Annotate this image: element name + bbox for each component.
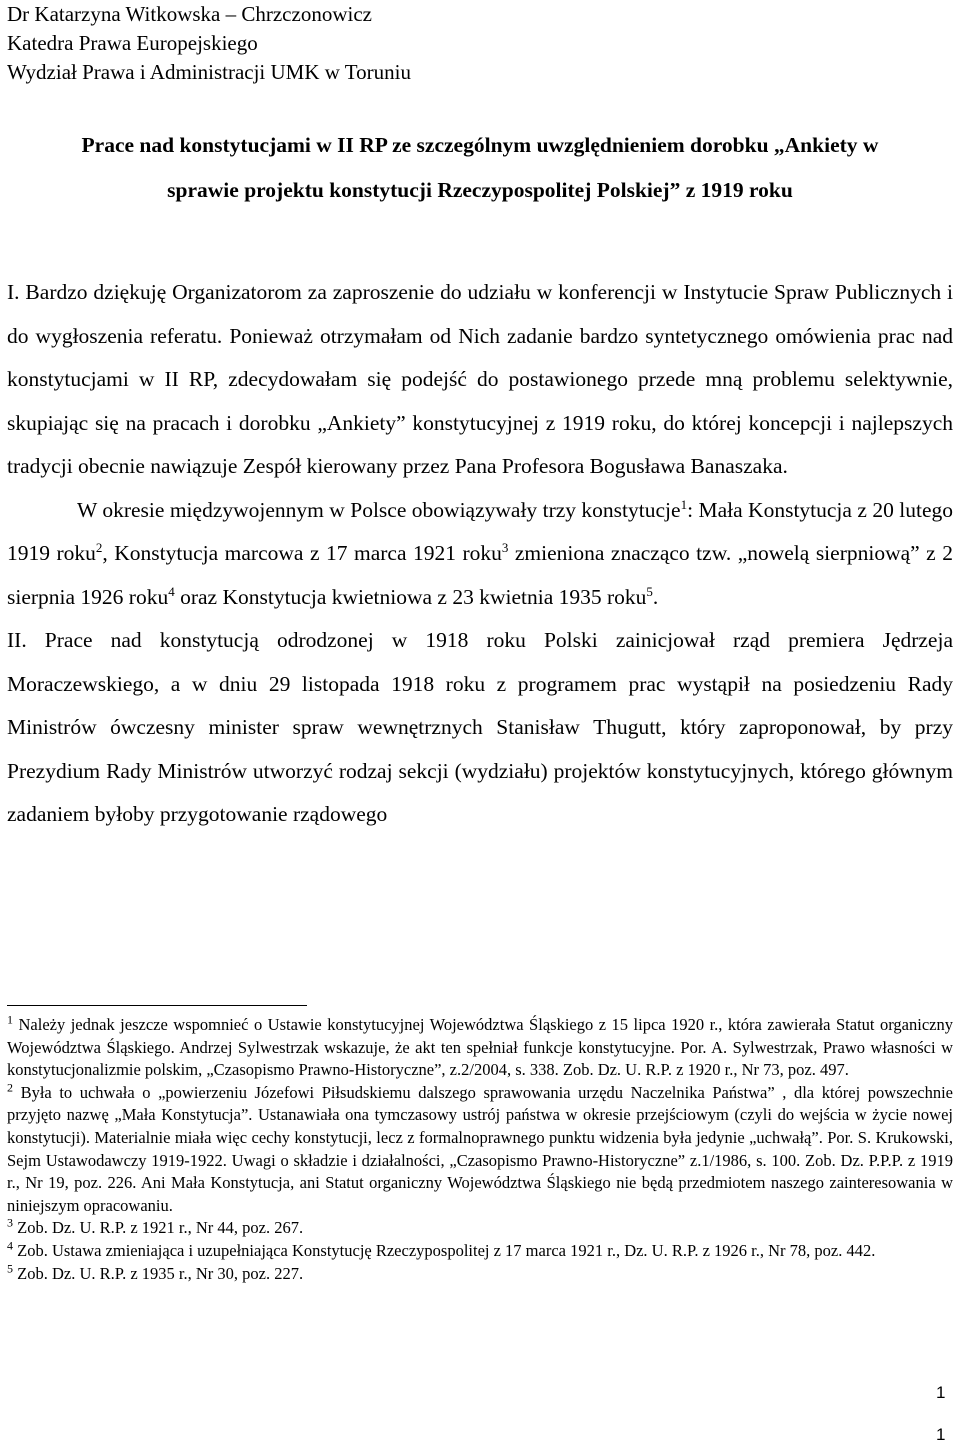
paragraph-2	[7, 489, 953, 620]
paragraph-3: II. Prace nad konstytucją odrodzonej w 1918 roku Polski zainicjował rząd premiera Jędrzeja Moraczewskiego, a w dniu 29 listopada 1918 roku z programem prac wystąpił na posiedzeniu Rady Ministrów ówczesny minister spraw wewnętrznych Stanisław Thugutt, który zaproponował, by przy Prezydium Rady Ministrów utworzyć rodzaj sekcji (wydziału) projektów konstytucyjnych, którego głównym zadaniem byłoby przygotowanie rządowego	[7, 628, 953, 826]
author-department: Katedra Prawa Europejskiego	[7, 31, 258, 55]
footnote-number: 4	[7, 1238, 13, 1253]
footnotes	[7, 1014, 953, 1285]
footnote-ref-4[interactable]: 4	[168, 583, 175, 599]
footnote-ref-5[interactable]: 5	[646, 583, 653, 599]
page-number-repeat: 1	[936, 1425, 946, 1444]
footnote-ref-2[interactable]: 2	[95, 539, 103, 555]
footnote-number: 3	[7, 1215, 13, 1230]
footnote-separator	[7, 1005, 307, 1006]
author-faculty: Wydział Prawa i Administracji UMK w Toruniu	[7, 60, 411, 84]
paragraph-2-part-2: : Mała Konstytucja z 20 lutego 1919 roku	[7, 497, 953, 565]
footnote-number: 5	[7, 1261, 13, 1276]
paragraph-2-part-3: , Konstytucja marcowa z 17 marca 1921 roku	[102, 541, 502, 565]
title-line-2: sprawie projektu konstytucji Rzeczypospolitej Polskiej” z 1919 roku	[167, 178, 793, 202]
footnote-2	[7, 1082, 953, 1218]
paragraph-2-part-5: oraz Konstytucja kwietniowa z 23 kwietnia 1935 roku	[174, 584, 647, 609]
footnote-text: Zob. Ustawa zmieniająca i uzupełniająca Konstytucję Rzeczypospolitej z 17 marca 1921 r., Dz. U. R.P. z 1926 r., Nr 78, poz. 442.	[13, 1240, 876, 1260]
main-text	[7, 271, 953, 837]
page-number: 1	[936, 1383, 946, 1402]
title-line-1: Prace nad konstytucjami w II RP ze szczególnym uwzględnieniem dorobku „Ankiety w	[81, 133, 879, 157]
paragraph-2-part-4: zmieniona znacząco tzw. „nowelą sierpniową” z 2 sierpnia 1926 roku	[7, 541, 953, 609]
footnote-number: 1	[7, 1012, 13, 1027]
footnote-ref-3[interactable]: 3	[501, 539, 509, 555]
author-name: Dr Katarzyna Witkowska – Chrzczonowicz	[7, 2, 372, 26]
footnote-4	[7, 1240, 953, 1263]
paragraph-2-part-1: W okresie międzywojennym w Polsce obowiązywały trzy konstytucje	[77, 497, 681, 522]
paragraph-1: I. Bardzo dziękuję Organizatorom za zaproszenie do udziału w konferencji w Instytucie Spraw Publicznych i do wygłoszenia referatu. Ponieważ otrzymałam od Nich zadanie bardzo syntetycznego omówienia prac nad konstytucjami w II RP, zdecydowałam się podejść do postawionego przede mną problemu selektywnie, skupiając się na pracach i dorobku „Ankiety” konstytucyjnej z 1919 roku, do której koncepcji i najlepszych tradycji obecnie nawiązuje Zespół kierowany przez Pana Profesora Bogusława Banaszaka.	[7, 280, 953, 478]
footnote-number: 2	[7, 1080, 13, 1095]
footnote-5	[7, 1263, 953, 1286]
document-title	[7, 123, 953, 213]
paragraph-2-part-6: .	[652, 584, 659, 609]
footnote-ref-1[interactable]: 1	[680, 496, 688, 512]
footnote-text: Zob. Dz. U. R.P. z 1921 r., Nr 44, poz. 267.	[13, 1218, 304, 1238]
author-block	[7, 0, 947, 87]
footnote-text: Była to uchwała o „powierzeniu Józefowi Piłsudskiemu dalszego sprawowania urzędu Naczelnika Państwa” , dla której powszechnie przyjęto nazwę „Mała Konstytucja”. Ustanawiała ona tymczasowy ustrój państwa w okresie przejściowym (czyli do wejścia w życie nowej konstytucji). Materialnie miała więc cechy konstytucji, lecz z formalnoprawnego punktu widzenia była jedynie „uchwałą”. Por. S. Krukowski, Sejm Ustawodawczy 1919-1922. Uwagi o składzie i działalności, „Czasopismo Prawno-Historyczne” z.1/1986, s. 100. Zob. Dz. P.P.P. z 1919 r., Nr 19, poz. 226. Ani Mała Konstytucja, ani Statut organiczny Województwa Śląskiego nie będą przedmiotem naszego zainteresowania w niniejszym opracowaniu.	[7, 1082, 953, 1215]
footnote-3	[7, 1217, 953, 1240]
footnote-text: Zob. Dz. U. R.P. z 1935 r., Nr 30, poz. 227.	[13, 1263, 304, 1283]
footnote-1	[7, 1014, 953, 1082]
footnote-text: Należy jednak jeszcze wspomnieć o Ustawie konstytucyjnej Województwa Śląskiego z 15 lipca 1920 r., która zawierała Statut organiczny Województwa Śląskiego. Andrzej Sylwestrzak wskazuje, że akt ten spełniał funkcje konstytucyjne. Por. A. Sylwestrzak, Prawo własności w konstytucjonalizmie polskim, „Czasopismo Prawno-Historyczne”, z.2/2004, s. 338. Zob. Dz. U. R.P. z 1920 r., Nr 73, poz. 497.	[7, 1015, 953, 1080]
